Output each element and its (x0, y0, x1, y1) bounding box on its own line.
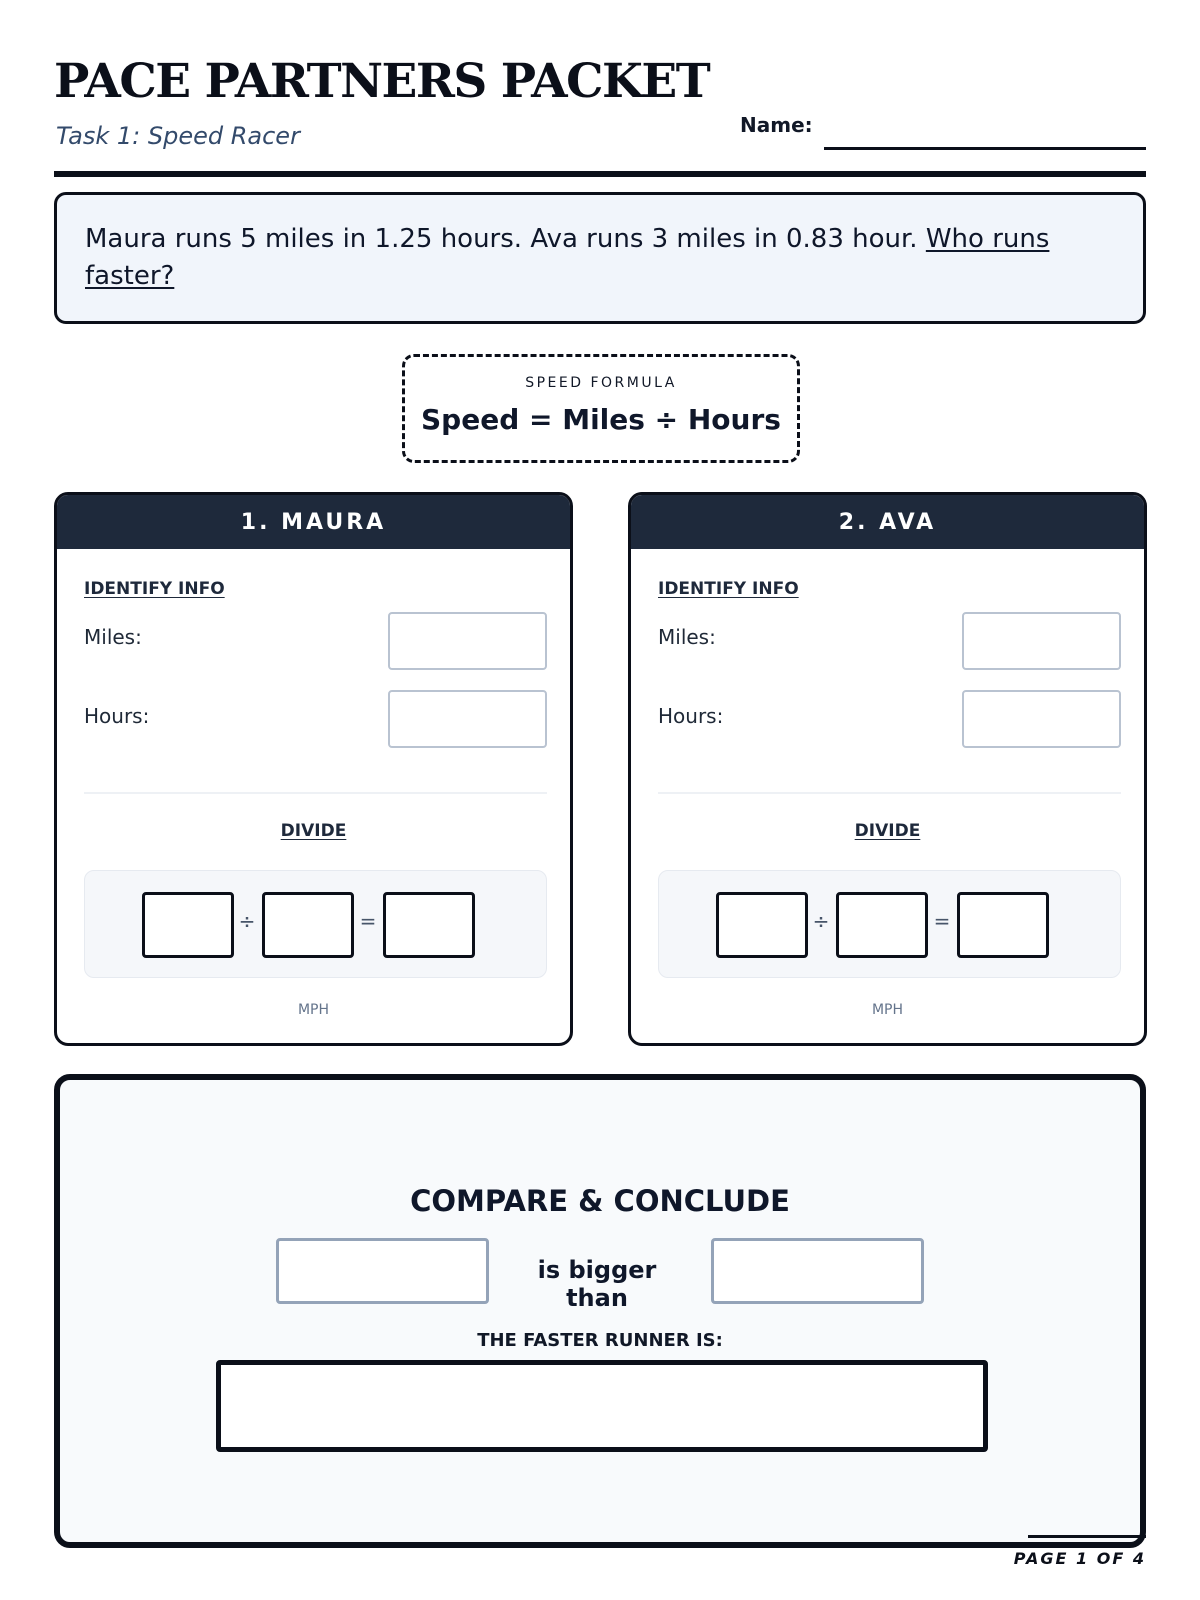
miles-label: Miles: (658, 625, 716, 649)
page-number: PAGE 1 OF 4 (1013, 1549, 1146, 1568)
miles-input[interactable] (962, 612, 1121, 670)
card-title: 2. AVA (631, 495, 1144, 549)
task-subtitle: Task 1: Speed Racer (56, 122, 300, 150)
divisor-input[interactable] (836, 892, 928, 958)
name-field[interactable] (740, 113, 1146, 153)
speed-formula-box (402, 354, 800, 463)
smaller-speed-input[interactable] (711, 1238, 924, 1304)
division-equation (658, 870, 1121, 978)
equals-sign: = (933, 909, 951, 933)
page-title: PACE PARTNERS PACKET (54, 54, 710, 109)
problem-statement (54, 192, 1146, 324)
quotient-input[interactable] (957, 892, 1049, 958)
hours-input[interactable] (962, 690, 1121, 748)
name-input-line[interactable] (824, 147, 1146, 150)
compare-title: COMPARE & CONCLUDE (410, 1184, 790, 1218)
page-header (54, 54, 1146, 178)
equals-sign: = (359, 909, 377, 933)
section-divider (658, 792, 1121, 794)
bigger-speed-input[interactable] (276, 1238, 489, 1304)
identify-info-label: IDENTIFY INFO (84, 579, 225, 599)
identify-info-label: IDENTIFY INFO (658, 579, 799, 599)
footer-rule (1028, 1535, 1146, 1538)
quotient-input[interactable] (383, 892, 475, 958)
faster-runner-input[interactable] (216, 1360, 988, 1452)
dividend-input[interactable] (716, 892, 808, 958)
miles-label: Miles: (84, 625, 142, 649)
card-title: 1. MAURA (57, 495, 570, 549)
miles-input[interactable] (388, 612, 547, 670)
comparison-text: is bigger than (537, 1256, 657, 1312)
divide-label: DIVIDE (280, 821, 347, 841)
formula-text: Speed = Miles ÷ Hours (421, 403, 781, 436)
divide-sign: ÷ (238, 909, 256, 933)
problem-text: Maura runs 5 miles in 1.25 hours. Ava runs 3 miles in 0.83 hour. (85, 224, 918, 254)
unit-label: MPH (871, 1002, 904, 1018)
division-equation (84, 870, 547, 978)
hours-input[interactable] (388, 690, 547, 748)
unit-label: MPH (297, 1002, 330, 1018)
faster-runner-label: THE FASTER RUNNER IS: (477, 1330, 723, 1351)
runner-card-maura (54, 492, 573, 1046)
problem-question: Who runs faster? (85, 224, 1050, 291)
header-divider (54, 171, 1146, 177)
section-divider (84, 792, 547, 794)
hours-label: Hours: (84, 704, 150, 728)
divide-label: DIVIDE (854, 821, 921, 841)
hours-label: Hours: (658, 704, 724, 728)
name-label: Name: (740, 113, 813, 137)
compare-conclude-section (54, 1074, 1146, 1548)
runner-card-ava (628, 492, 1147, 1046)
dividend-input[interactable] (142, 892, 234, 958)
divide-sign: ÷ (812, 909, 830, 933)
divisor-input[interactable] (262, 892, 354, 958)
formula-label: SPEED FORMULA (525, 375, 677, 391)
